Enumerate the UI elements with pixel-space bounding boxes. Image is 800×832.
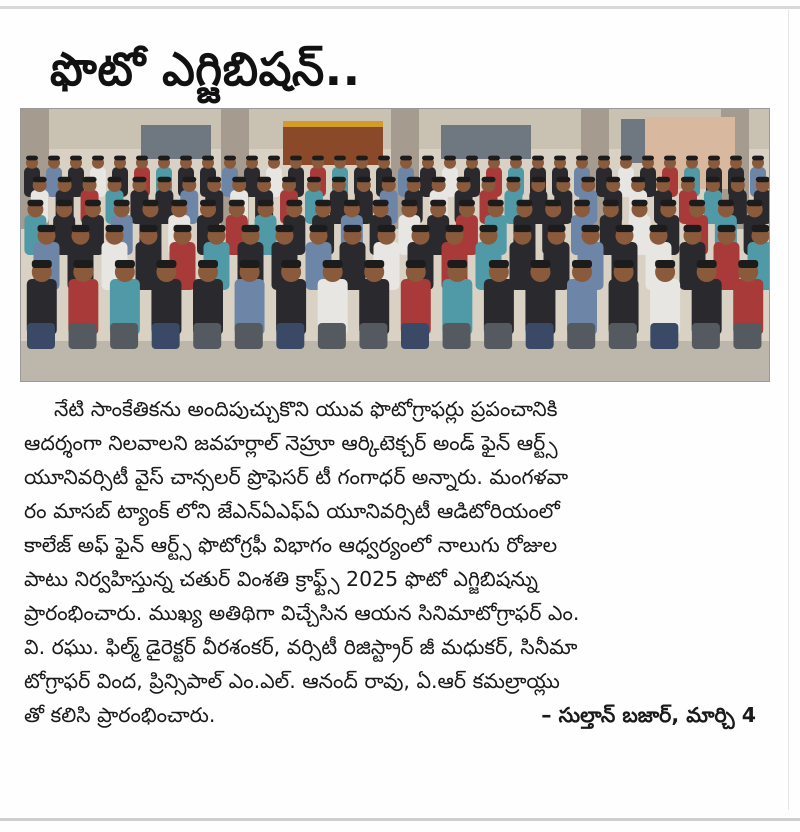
person-hair — [246, 156, 258, 161]
person-hair — [32, 260, 52, 268]
person-hair — [530, 260, 550, 268]
person-hair — [378, 225, 396, 232]
person-hair — [92, 156, 104, 161]
person-hair — [466, 156, 478, 161]
person-hair — [373, 200, 389, 206]
person-hair — [114, 200, 130, 206]
person-hair — [157, 177, 171, 183]
person-hair — [140, 225, 158, 232]
person-hair — [488, 200, 504, 206]
article-line: ఆదర్శంగా నిలవాలని జవహర్లాల్ నెహ్రూ ఆర్కిటెక్చర్ అండ్ ఫైన్ ఆర్ట్స్ — [24, 431, 558, 455]
person-hair — [85, 200, 101, 206]
person-hair — [232, 177, 246, 183]
person-hair — [207, 177, 221, 183]
person-legs — [567, 323, 595, 349]
person-hair — [516, 200, 532, 206]
person-hair — [706, 177, 720, 183]
person-hair — [506, 177, 520, 183]
person-hair — [174, 225, 192, 232]
person-hair — [240, 260, 260, 268]
person-hair — [660, 200, 676, 206]
person-hair — [115, 260, 135, 268]
person-hair — [58, 177, 72, 183]
person-legs — [359, 323, 387, 349]
person-hair — [574, 200, 590, 206]
person-legs — [443, 323, 471, 349]
article-line: ప్రారంభించారు. ముఖ్య అతిథిగా విచ్చేసిన ఆయన సినిమాటోగ్రాఫర్ ఎం. — [24, 601, 580, 625]
person-hair — [510, 156, 522, 161]
article-line: టోగ్రాఫర్ వింద, ప్రిన్సిపాల్ ఎం.ఎల్. ఆనంద్ రావు, ఏ.ఆర్ కమల్రాయ్లు — [24, 669, 560, 693]
person-hair — [718, 225, 736, 232]
person-hair — [642, 156, 654, 161]
person-hair — [224, 156, 236, 161]
person-hair — [689, 200, 705, 206]
person-hair — [446, 225, 464, 232]
person-hair — [447, 260, 467, 268]
person-hair — [27, 200, 43, 206]
person-hair — [208, 225, 226, 232]
person-hair — [697, 260, 717, 268]
person-hair — [400, 156, 412, 161]
person-legs — [193, 323, 221, 349]
person-hair — [276, 225, 294, 232]
person-hair — [406, 260, 426, 268]
person-hair — [489, 260, 509, 268]
person-hair — [182, 177, 196, 183]
person-hair — [364, 260, 384, 268]
person-hair — [681, 177, 695, 183]
person-hair — [747, 200, 763, 206]
person-hair — [33, 177, 47, 183]
person-legs — [526, 323, 554, 349]
person-hair — [202, 156, 214, 161]
person-hair — [142, 200, 158, 206]
person-legs — [401, 323, 429, 349]
person-hair — [459, 200, 475, 206]
person-hair — [407, 177, 421, 183]
person-hair — [422, 156, 434, 161]
person-hair — [83, 177, 97, 183]
person-hair — [598, 156, 610, 161]
person-hair — [382, 177, 396, 183]
person-hair — [488, 156, 500, 161]
person-hair — [582, 225, 600, 232]
person-hair — [200, 200, 216, 206]
person-hair — [312, 156, 324, 161]
person-hair — [603, 200, 619, 206]
person-hair — [180, 156, 192, 161]
person-hair — [171, 200, 187, 206]
person-hair — [554, 156, 566, 161]
person-hair — [731, 177, 745, 183]
person-hair — [548, 225, 566, 232]
person-hair — [752, 225, 770, 232]
person-hair — [730, 156, 742, 161]
article-line: వి. రఘు. ఫిల్మ్ డైరెక్టర్ వీరశంకర్, వర్సిటీ రిజిస్ట్రార్ జీ మధుకర్, సినీమా — [24, 635, 578, 659]
article-line: యూనివర్సిటీ వైస్ చాన్సలర్ ప్రొఫెసర్ టీ గంగాధర్ అన్నారు. మంగళవా — [24, 465, 569, 489]
person-hair — [572, 260, 592, 268]
person-hair — [531, 177, 545, 183]
dateline: – సుల్తాన్ బజార్, మార్చి 4 — [541, 703, 756, 727]
person-hair — [430, 200, 446, 206]
person-hair — [631, 177, 645, 183]
person-hair — [514, 225, 532, 232]
person-hair — [686, 156, 698, 161]
person-hair — [268, 156, 280, 161]
person-hair — [56, 200, 72, 206]
person-hair — [258, 200, 274, 206]
person-hair — [482, 177, 496, 183]
person-hair — [344, 200, 360, 206]
article-line: తో కలిసి ప్రారంభించారు. — [24, 703, 216, 727]
person-hair — [432, 177, 446, 183]
article-line: రం మాసబ్ ట్యాంక్ లోని జేఎన్ఏఎఫ్ఏ యూనివర్సిటీ ఆడిటోరియంలో — [24, 499, 560, 523]
garland — [283, 121, 383, 127]
person-legs — [235, 323, 263, 349]
window — [441, 125, 531, 159]
article-last-row — [24, 698, 768, 732]
person-hair — [616, 225, 634, 232]
person-hair — [290, 156, 302, 161]
person-hair — [48, 156, 60, 161]
person-legs — [650, 323, 678, 349]
person-hair — [444, 156, 456, 161]
person-hair — [738, 260, 758, 268]
bottom-rule — [0, 818, 800, 821]
person-hair — [344, 225, 362, 232]
person-hair — [620, 156, 632, 161]
person-hair — [718, 200, 734, 206]
column-rule — [788, 10, 789, 810]
person-legs — [609, 323, 637, 349]
article-line: కాలేజ్ అఫ్ ఫైన్ ఆర్ట్స్ ఫొటోగ్రఫీ విభాగం ఆధ్వర్యంలో నాలుగు రోజుల — [24, 533, 558, 557]
person-hair — [332, 177, 346, 183]
person-hair — [114, 156, 126, 161]
person-hair — [576, 156, 588, 161]
person-hair — [556, 177, 570, 183]
person-hair — [356, 156, 368, 161]
headline: ఫొటో ఎగ్జిబిషన్.. — [50, 42, 361, 96]
person-hair — [656, 177, 670, 183]
person-hair — [334, 156, 346, 161]
person-legs — [152, 323, 180, 349]
person-hair — [457, 177, 471, 183]
person-legs — [27, 323, 55, 349]
person-legs — [69, 323, 97, 349]
person-hair — [650, 225, 668, 232]
person-hair — [357, 177, 371, 183]
person-hair — [72, 225, 90, 232]
person-hair — [242, 225, 260, 232]
person-legs — [276, 323, 304, 349]
window — [141, 125, 211, 159]
person-hair — [132, 177, 146, 183]
person-hair — [286, 200, 302, 206]
person-hair — [156, 260, 176, 268]
person-hair — [106, 225, 124, 232]
person-legs — [318, 323, 346, 349]
person-hair — [38, 225, 56, 232]
person-hair — [281, 260, 301, 268]
person-hair — [282, 177, 296, 183]
group-photo — [20, 108, 770, 382]
person-hair — [310, 225, 328, 232]
group-photo-illustration — [21, 109, 769, 381]
person-hair — [401, 200, 417, 206]
person-hair — [708, 156, 720, 161]
person-hair — [323, 260, 343, 268]
person-hair — [614, 260, 634, 268]
person-hair — [480, 225, 498, 232]
person-hair — [136, 156, 148, 161]
article-line: నేటి సాంకేతికను అందిపుచ్చుకొని యువ ఫొటోగ్రాఫర్లు ప్రపంచానికి — [54, 397, 558, 421]
person-legs — [692, 323, 720, 349]
person-hair — [412, 225, 430, 232]
person-legs — [110, 323, 138, 349]
person-hair — [756, 177, 769, 183]
article-line: పాటు నిర్వహిస్తున్న చతుర్ వింశతి క్రాఫ్ట్స్ 2025 ఫొటో ఎగ్జిబిషన్ను — [24, 567, 538, 591]
person-hair — [664, 156, 676, 161]
person-hair — [752, 156, 764, 161]
person-hair — [632, 200, 648, 206]
person-legs — [484, 323, 512, 349]
person-hair — [108, 177, 122, 183]
article-body — [24, 392, 768, 732]
person-hair — [257, 177, 271, 183]
person-hair — [378, 156, 390, 161]
person-hair — [158, 156, 170, 161]
person-hair — [581, 177, 595, 183]
person-hair — [315, 200, 331, 206]
top-rule — [0, 6, 800, 9]
person-hair — [229, 200, 245, 206]
person-hair — [198, 260, 218, 268]
person-hair — [606, 177, 620, 183]
person-hair — [545, 200, 561, 206]
person-legs — [733, 323, 761, 349]
person-hair — [655, 260, 675, 268]
person-hair — [532, 156, 544, 161]
person-hair — [26, 156, 38, 161]
person-hair — [307, 177, 321, 183]
person-hair — [684, 225, 702, 232]
person-hair — [70, 156, 82, 161]
person-hair — [73, 260, 93, 268]
